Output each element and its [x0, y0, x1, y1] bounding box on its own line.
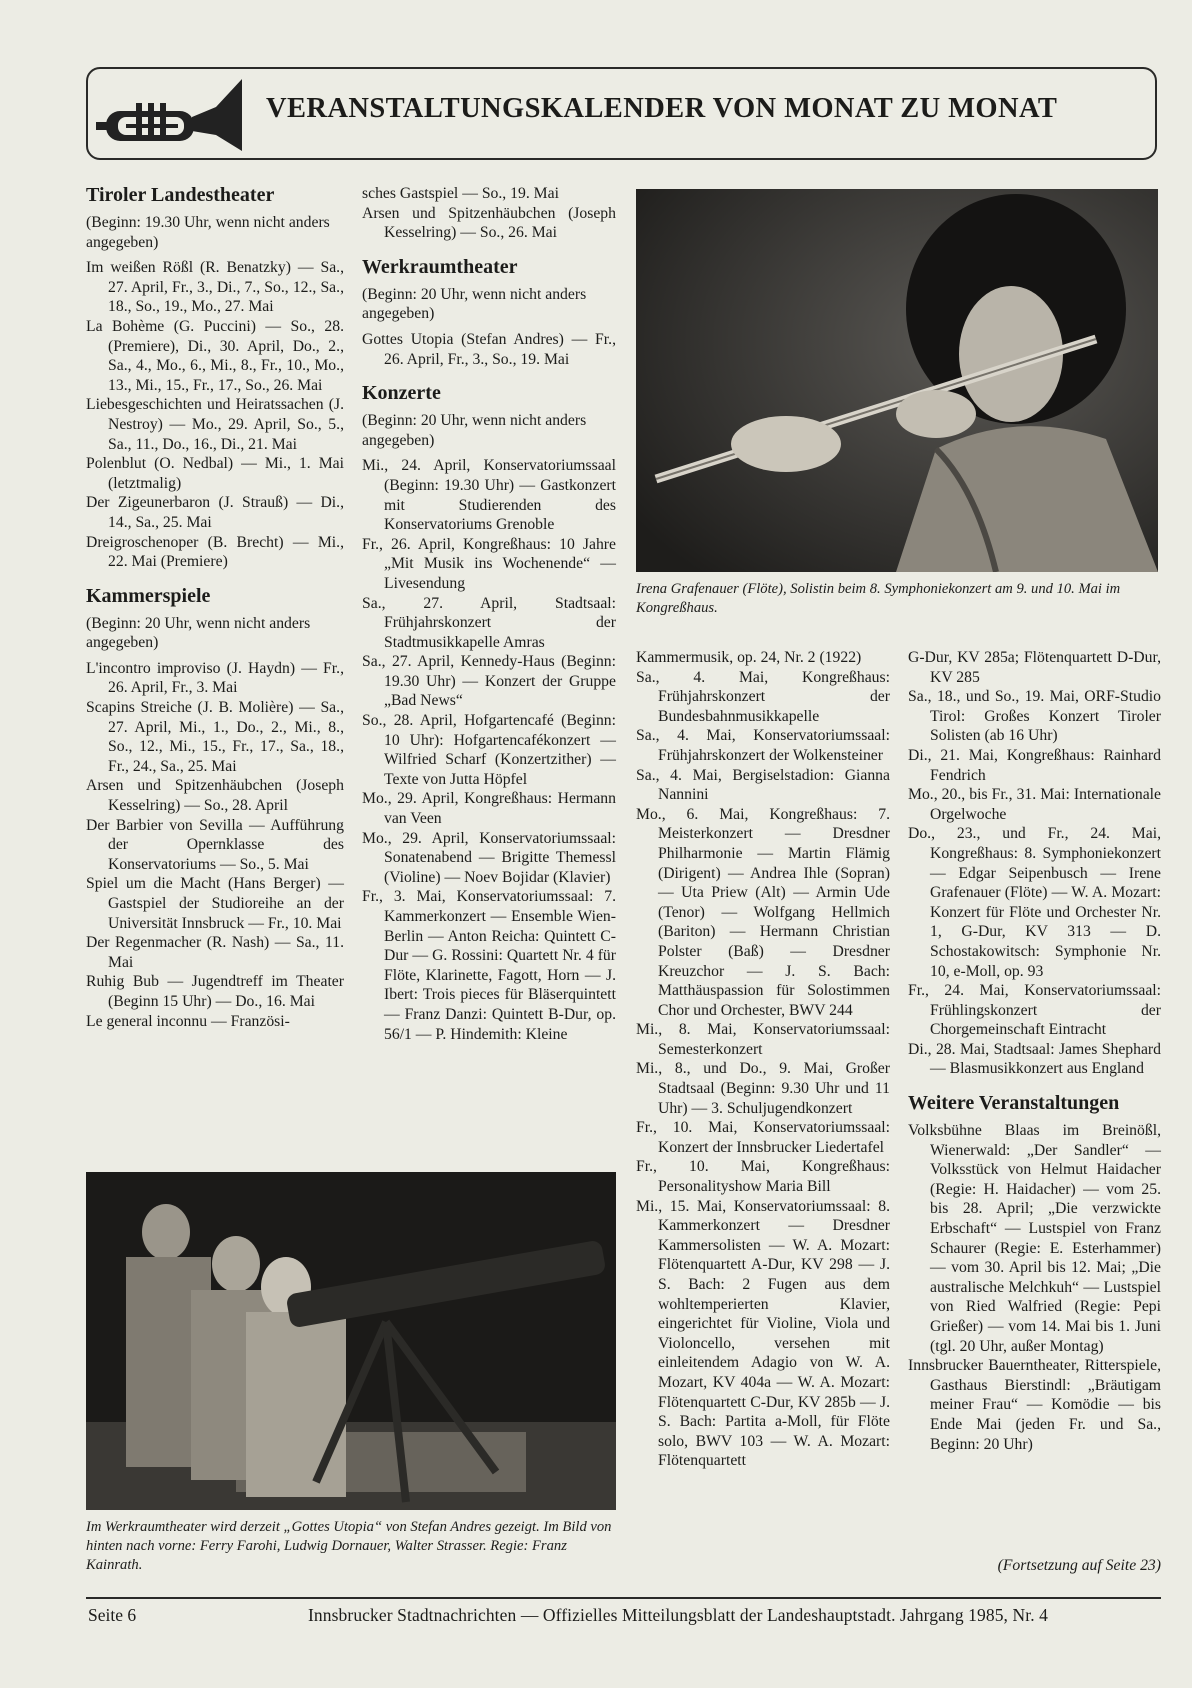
- list-item: Mi., 24. April, Konservatoriumssaal (Beginn: 19.30 Uhr) — Gastkonzert mit Studierenden des Konservatoriums Grenoble: [362, 457, 616, 534]
- page-number: Seite 6: [88, 1605, 137, 1625]
- list-item: Sa., 27. April, Stadtsaal: Frühjahrskonzert der Stadtmusikkapelle Amras: [362, 594, 616, 651]
- section-heading-kammerspiele: Kammerspiele: [86, 584, 211, 607]
- page-title: VERANSTALTUNGSKALENDER VON MONAT ZU MONAT: [266, 93, 1058, 124]
- list-item: Sa., 4. Mai, Konservatoriumssaal: Frühjahrskonzert der Wolkensteiner: [636, 727, 890, 764]
- list-item: Fr., 24. Mai, Konservatoriumssaal: Frühlingskonzert der Chorgemeinschaft Eintracht: [908, 982, 1161, 1039]
- list-item: Der Barbier von Sevilla — Aufführung der Opernklasse des Konservatoriums — So., 5. Mai: [86, 816, 344, 873]
- list-item: Mo., 29. April, Konservatoriumssaal: Sonatenabend — Brigitte Themessl (Violine) — Noev Bojidar (Klavier): [362, 829, 616, 886]
- list-item: Fr., 10. Mai, Kongreßhaus: Personalityshow Maria Bill: [636, 1158, 890, 1196]
- list-item: Gottes Utopia (Stefan Andres) — Fr., 26. April, Fr., 3., So., 19. Mai: [362, 330, 616, 368]
- list-item: Dreigroschenoper (B. Brecht) — Mi., 22. Mai (Premiere): [86, 533, 344, 571]
- list-item: Do., 23., und Fr., 24. Mai, Kongreßhaus: 8. Symphoniekonzert — Edgar Seipenbusch — Irene Grafenauer (Flöte) — W. A. Mozart: Konzert für Flöte und Orchester Nr. 1, G-Dur, KV 313 — D. Schostakowitsch: Symphonie Nr. 10, e-Moll, op. 93: [908, 825, 1161, 980]
- list-item: Polenblut (O. Nedbal) — Mi., 1. Mai (letztmalig): [86, 455, 344, 492]
- trumpet-icon: [96, 73, 246, 157]
- list-item: Sa., 4. Mai, Kongreßhaus: Frühjahrskonzert der Bundesbahnmusikkapelle: [636, 668, 890, 725]
- flutist-photo-caption: Irena Grafenauer (Flöte), Solistin beim 8. Symphoniekonzert am 9. und 10. Mai im Kongreßhaus.: [636, 581, 1121, 616]
- section-heading-weitere: Weitere Veranstaltungen: [908, 1092, 1120, 1115]
- stage-photo: [86, 1172, 616, 1510]
- section-note: (Beginn: 20 Uhr, wenn nicht anders angegeben): [362, 285, 587, 323]
- list-item: Kammermusik, op. 24, Nr. 2 (1922): [636, 649, 862, 666]
- list-item: Innsbrucker Bauerntheater, Ritterspiele, Gasthaus Bierstindl: „Bräutigam meiner Frau“ — Komödie — bis Ende Mai (jeden Fr. und Sa., Beginn: 20 Uhr): [908, 1357, 1161, 1453]
- footer-divider: [86, 1597, 1161, 1599]
- list-item: Spiel um die Macht (Hans Berger) — Gastspiel der Studioreihe an der Universität Innsbruck — Fr., 10. Mai: [86, 875, 344, 932]
- entry-list: [362, 456, 616, 1044]
- list-item: So., 28. April, Hofgartencafé (Beginn: 10 Uhr): Hofgartencafékonzert — Wilfried Scharf (Konzertzither) — Texte von Jutta Höpfel: [362, 712, 616, 788]
- list-item: Mo., 6. Mai, Kongreßhaus: 7. Meisterkonzert — Dresdner Philharmonie — Martin Flämig (Dirigent) — Andrea Ihle (Sopran) — Uta Priew (Alt) — Armin Ude (Tenor) — Wolfgang Hellmich (Bariton) — Hermann Christian Polster (Baß) — Dresdner Kreuzchor — J. S. Bach: Matthäuspassion für Solostimmen Chor und Orchester, BWV 244: [636, 805, 890, 1019]
- list-item: Mi., 8., und Do., 9. Mai, Großer Stadtsaal (Beginn: 9.30 Uhr und 11 Uhr) — 3. Schuljugendkonzert: [636, 1060, 890, 1117]
- list-item: Sa., 18., und So., 19. Mai, ORF-Studio Tirol: Großes Konzert Tiroler Solisten (ab 16 Uhr): [908, 688, 1161, 745]
- column-1: [86, 183, 344, 1031]
- entry-list: [86, 659, 344, 1031]
- list-item: L'incontro improviso (J. Haydn) — Fr., 26. April, Fr., 3. Mai: [86, 659, 344, 697]
- column-3: [636, 648, 890, 1471]
- list-item: Di., 28. Mai, Stadtsaal: James Shephard — Blasmusikkonzert aus England: [908, 1040, 1161, 1078]
- list-item: G-Dur, KV 285a; Flötenquartett D-Dur, KV 285: [908, 649, 1161, 686]
- column-4: [908, 648, 1161, 1454]
- list-item: sches Gastspiel — So., 19. Mai: [362, 185, 559, 202]
- list-item: Le general inconnu — Französi-: [86, 1012, 290, 1030]
- entry-list: [908, 687, 1161, 1079]
- section-note: (Beginn: 20 Uhr, wenn nicht anders angegeben): [362, 412, 587, 449]
- section-heading-konzerte: Konzerte: [362, 382, 441, 405]
- flutist-illustration: [636, 189, 1158, 572]
- continuation-note: (Fortsetzung auf Seite 23): [997, 1557, 1161, 1574]
- section-note: (Beginn: 20 Uhr, wenn nicht anders angegeben): [86, 614, 311, 652]
- list-item: Sa., 27. April, Kennedy-Haus (Beginn: 19.30 Uhr) — Konzert der Gruppe „Bad News“: [362, 653, 616, 710]
- list-item: Arsen und Spitzenhäubchen (Joseph Kesselring) — So., 28. April: [86, 777, 344, 815]
- list-item: Volksbühne Blaas im Breinößl, Wienerwald: „Der Sandler“ — Volksstück von Helmut Haidacher (Regie: H. Haidacher) — vom 25. bis 28. April; „Die verzwickte Erbschaft“ — Lustspiel von Franz Schaurer (Regie: E. Esterhammer) — vom 30. April bis 12. Mai; „Die australische Melchkuh“ — Lustspiel von Ried Walfried (Regie: Pepi Grießer) — vom 14. Mai bis 1. Juni (tgl. 20 Uhr, außer Montag): [908, 1122, 1161, 1355]
- list-item: Mo., 29. April, Kongreßhaus: Hermann van Veen: [362, 790, 616, 828]
- list-item: Sa., 4. Mai, Bergiselstadion: Gianna Nannini: [636, 766, 890, 804]
- list-item: Mi., 15. Mai, Konservatoriumssaal: 8. Kammerkonzert — Dresdner Kammersolisten — W. A. Mozart: Flötenquartett A-Dur, KV 298 — J. S. Bach: 2 Fugen aus dem wohltemperierten Klavier, eingerichtet für Violine, Viola und Violoncello, versehen mit einleitendem Adagio von W. A. Mozart, KV 404a — W. A. Mozart: Flötenquartett C-Dur, KV 285b — J. S. Bach: Partita a-Moll, für Flöte solo, BWV 103 — W. A. Mozart: Flötenquartett: [636, 1197, 890, 1470]
- list-item: Fr., 10. Mai, Konservatoriumssaal: Konzert der Innsbrucker Liedertafel: [636, 1119, 890, 1156]
- list-item: Der Regenmacher (R. Nash) — Sa., 11. Mai: [86, 934, 344, 971]
- entry-list: [636, 668, 890, 1471]
- list-item: Arsen und Spitzenhäubchen (Joseph Kesselring) — So., 26. Mai: [362, 204, 616, 242]
- list-item: Liebesgeschichten und Heiratssachen (J. Nestroy) — Mo., 29. April, So., 5., Sa., 11., Do., 16., Di., 21. Mai: [86, 396, 344, 453]
- entry-list: [908, 1121, 1161, 1454]
- list-item: La Bohème (G. Puccini) — So., 28. (Premiere), Di., 30. April, Do., 2., Sa., 4., Mo., 6., Mi., 8., Fr., 10., Mo., 13., Mi., 15., Fr., 17., So., 26. Mai: [86, 317, 344, 394]
- calendar-header: [86, 67, 1157, 160]
- section-heading-werkraumtheater: Werkraumtheater: [362, 255, 518, 278]
- flutist-photo: [636, 189, 1158, 572]
- list-item: Di., 21. Mai, Kongreßhaus: Rainhard Fendrich: [908, 746, 1161, 784]
- stage-illustration: [86, 1172, 616, 1510]
- publication-line: Innsbrucker Stadtnachrichten — Offizielles Mitteilungsblatt der Landeshauptstadt. Jahrgang 1985, Nr. 4: [308, 1605, 1049, 1625]
- list-item: Scapins Streiche (J. B. Molière) — Sa., 27. April, Mi., 1., Do., 2., Mi., 8., So., 12., Mi., 15., Fr., 17., Sa., 18., Fr., 24., Sa., 25. Mai: [86, 699, 344, 775]
- list-item: Fr., 3. Mai, Konservatoriumssaal: 7. Kammerkonzert — Ensemble Wien-Berlin — Anton Reicha: Quintett C-Dur — G. Rossini: Quartett Nr. 4 für Flöte, Klarinette, Fagott, Horn — J. Ibert: Trois pieces für Bläserquintett — Franz Danzi: Quintett B-Dur, op. 56/1 — P. Hindemith: Kleine: [362, 888, 616, 1043]
- column-2: [362, 184, 616, 1044]
- list-item: Der Zigeunerbaron (J. Strauß) — Di., 14., Sa., 25. Mai: [86, 494, 344, 531]
- entry-list: [86, 258, 344, 572]
- list-item: Mi., 8. Mai, Konservatoriumssaal: Semesterkonzert: [636, 1021, 890, 1058]
- list-item: Fr., 26. April, Kongreßhaus: 10 Jahre „Mit Musik ins Wochenende“ — Livesendung: [362, 535, 616, 592]
- section-heading-landestheater: Tiroler Landestheater: [86, 184, 275, 206]
- list-item: Ruhig Bub — Jugendtreff im Theater (Beginn 15 Uhr) — Do., 16. Mai: [86, 973, 344, 1010]
- section-note: (Beginn: 19.30 Uhr, wenn nicht anders angegeben): [86, 214, 330, 251]
- list-item: Mo., 20., bis Fr., 31. Mai: Internationale Orgelwoche: [908, 786, 1161, 823]
- list-item: Im weißen Rößl (R. Benatzky) — Sa., 27. April, Fr., 3., Di., 7., So., 12., Sa., 18., So., 19., Mo., 27. Mai: [86, 259, 344, 316]
- stage-photo-caption: Im Werkraumtheater wird derzeit „Gottes Utopia“ von Stefan Andres gezeigt. Im Bild von hinten nach vorne: Ferry Farohi, Ludwig Dornauer, Walter Strasser. Regie: Franz Kainrath.: [86, 1519, 612, 1573]
